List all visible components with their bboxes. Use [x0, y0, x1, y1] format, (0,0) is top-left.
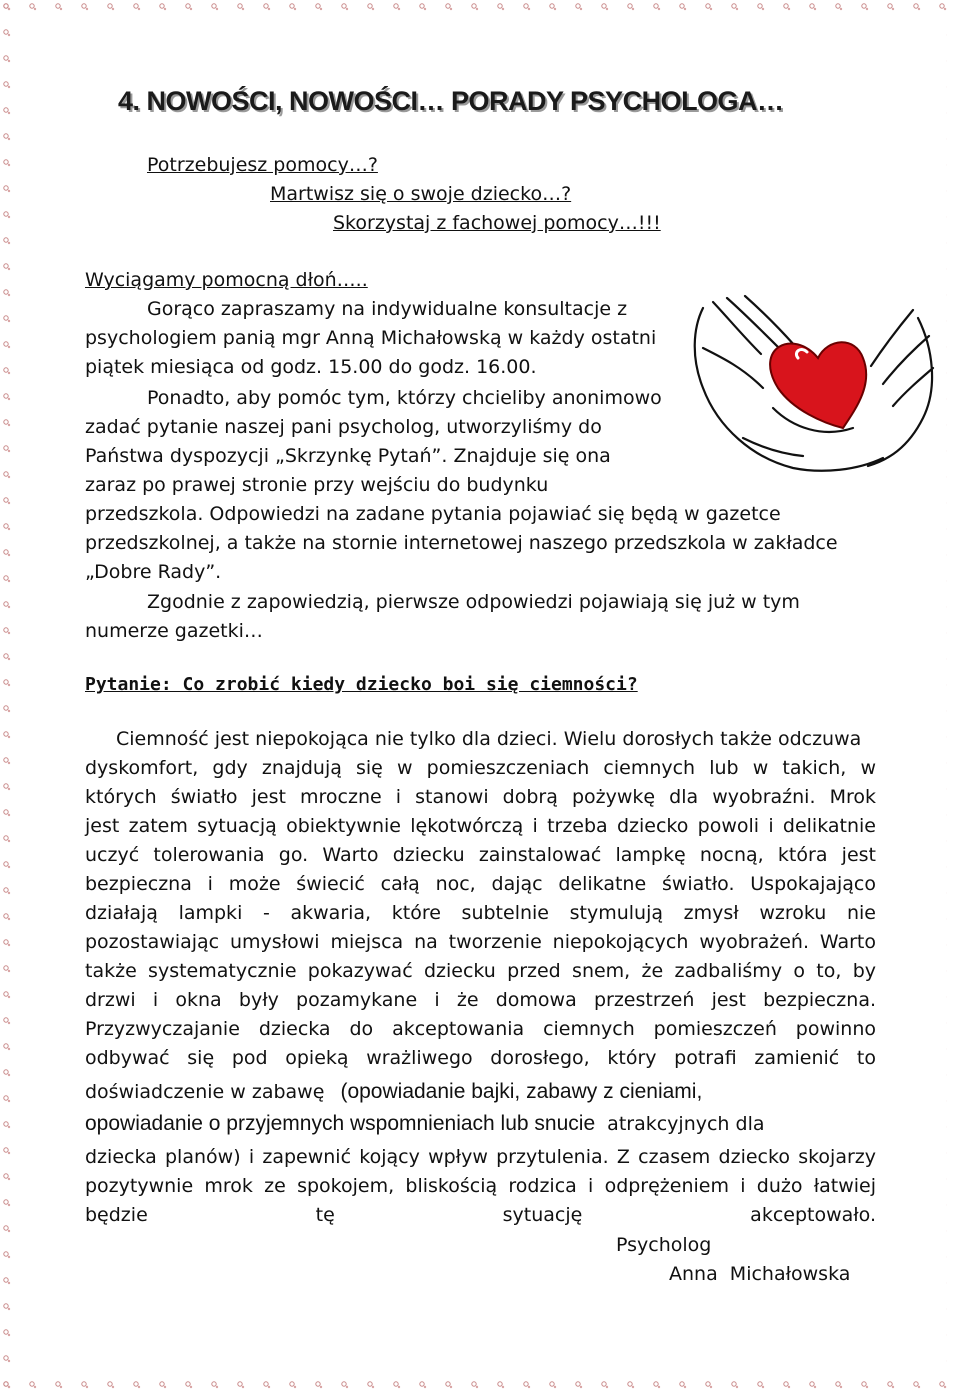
answer-line: drzwi i okna były pozamykane i że domowa przestrzeń jest bezpieczna. — [85, 989, 876, 1011]
answer-line: dziecka planów) i zapewnić kojący wpływ przytulenia. Z czasem dziecko skojarzy — [85, 1146, 876, 1168]
signature-name: Anna Michałowska — [669, 1263, 851, 1285]
section-heading: 4. NOWOŚCI, NOWOŚCI… PORADY PSYCHOLOGA… — [118, 86, 784, 116]
answer-line: odbywać się pod opieką wrażliwego dorosłego, który potrafi zamienić to — [85, 1047, 876, 1069]
answer-line: Ciemność jest niepokojąca nie tylko dla dzieci. Wielu dorosłych także odczuwa — [116, 728, 862, 750]
answer-line: uczyć tolerowania go. Warto dziecku zainstalować lampkę nocną, która jest — [85, 844, 876, 866]
intro-line-1: Potrzebujesz pomocy…? — [147, 154, 378, 176]
body-line: zadać pytanie naszej pani psycholog, utworzyliśmy do — [85, 416, 602, 438]
answer-fragment: atrakcyjnych dla — [607, 1113, 765, 1135]
answer-line — [85, 1113, 765, 1134]
body-line: zaraz po prawej stronie przy wejściu do budynku — [85, 474, 549, 496]
intro-line-2: Martwisz się o swoje dziecko…? — [270, 183, 572, 205]
intro-line-3: Skorzystaj z fachowej pomocy…!!! — [333, 212, 661, 234]
hands-holding-heart-icon — [683, 288, 945, 498]
answer-line: działają lampki - akwaria, które subtelnie stymulują zmysł wzroku nie — [85, 902, 876, 924]
answer-line: których światło jest mroczne i stanowi dobrą pożywkę dla wyobraźni. Mrok — [85, 786, 876, 808]
answer-line — [85, 1081, 702, 1102]
body-line: Gorąco zapraszamy na indywidualne konsultacje z — [147, 298, 628, 320]
answer-line: będzie tę sytuację akceptowało. — [85, 1204, 876, 1226]
signature-role: Psycholog — [616, 1234, 712, 1256]
body-line: Państwa dyspozycji „Skrzynkę Pytań”. Znajduje się ona — [85, 445, 611, 467]
body-line: przedszkola. Odpowiedzi na zadane pytania pojawiać się będą w gazetce — [85, 503, 781, 525]
body-line: psychologiem panią mgr Anną Michałowską w każdy ostatni — [85, 327, 657, 349]
answer-fragment: doświadczenie w zabawę — [85, 1081, 325, 1103]
answer-line: dyskomfort, gdy znajdują się w pomieszczeniach ciemnych lub w takich, w — [85, 757, 876, 779]
answer-line: pozostawiając umysłowi miejsca na tworzenie niepokojących wyobrażeń. Warto — [85, 931, 876, 953]
answer-fragment: (opowiadanie bajki, zabawy z cieniami, — [340, 1080, 703, 1103]
body-line: Ponadto, aby pomóc tym, którzy chcieliby anonimowo — [147, 387, 662, 409]
answer-line: Przyzwyczajanie dziecka do akceptowania ciemnych pomieszczeń powinno — [85, 1018, 876, 1040]
answer-line: jest zatem sytuacją obiektywnie lękotwórczą i trzeba dziecko powoli i delikatnie — [85, 815, 876, 837]
body-line: numerze gazetki… — [85, 620, 263, 642]
body-line: Wyciągamy pomocną dłoń….. — [85, 269, 368, 291]
answer-fragment: opowiadanie o przyjemnych wspomnieniach lub snucie — [85, 1112, 596, 1135]
body-line: przedszkolnej, a także na stornie internetowej naszego przedszkola w zakładce — [85, 532, 838, 554]
answer-line: także systematycznie pokazywać dziecku przed snem, że zadbaliśmy o to, by — [85, 960, 876, 982]
body-line: Zgodnie z zapowiedzią, pierwsze odpowiedzi pojawiają się już w tym — [147, 591, 800, 613]
body-line: „Dobre Rady”. — [85, 561, 222, 583]
answer-line: pozytywnie mrok ze spokojem, bliskością rodzica i odprężeniem i dużo łatwiej — [85, 1175, 876, 1197]
body-line: piątek miesiąca od godz. 15.00 do godz. 16.00. — [85, 356, 537, 378]
question-heading: Pytanie: Co zrobić kiedy dziecko boi się ciemności? — [85, 674, 638, 695]
answer-line: bezpieczna i może świecić całą noc, dając delikatne światło. Uspokajająco — [85, 873, 876, 895]
